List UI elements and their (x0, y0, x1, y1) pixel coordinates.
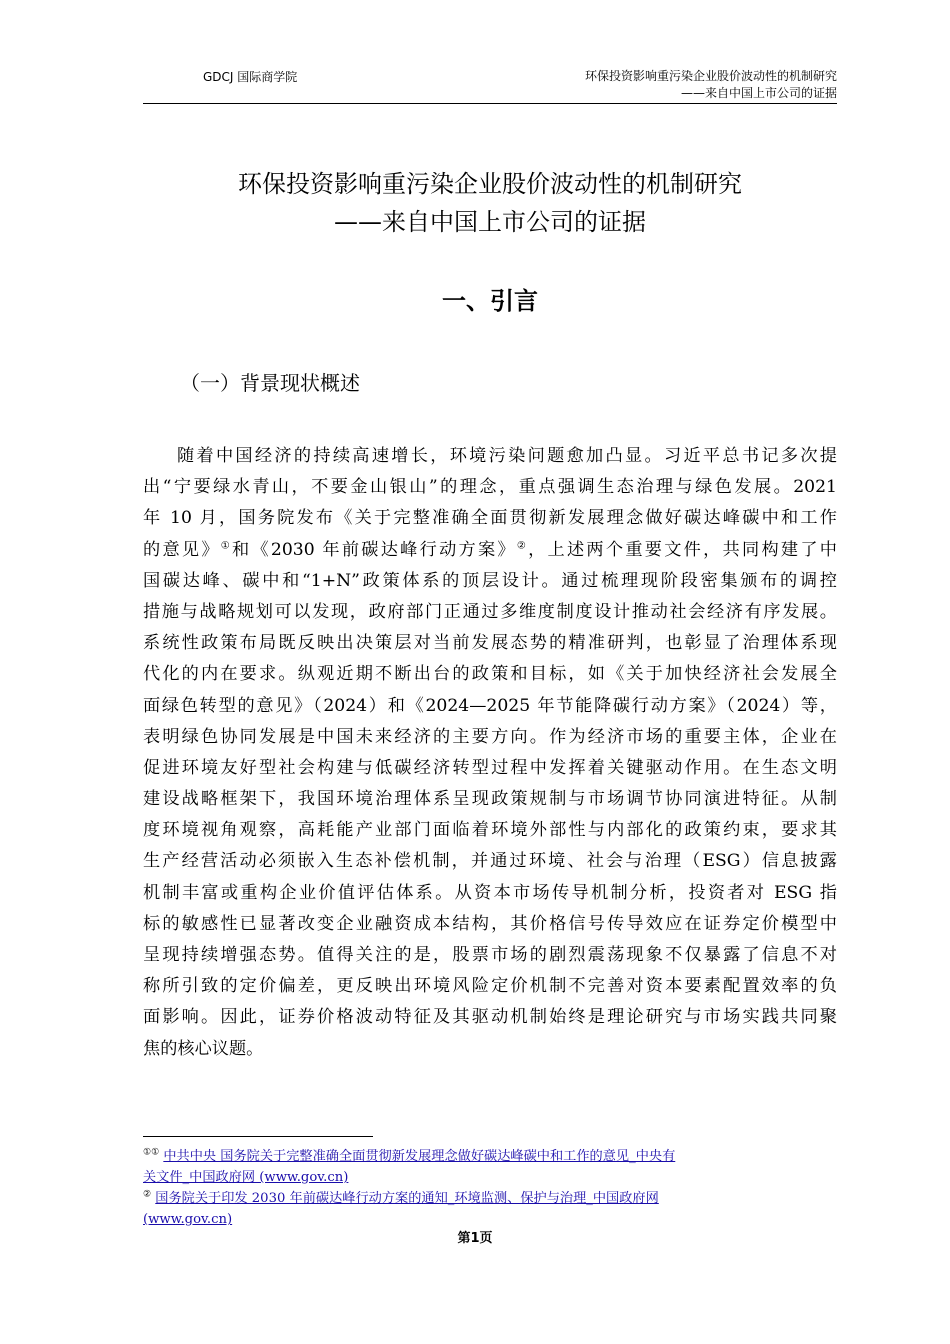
paper-title (143, 165, 837, 241)
paragraph-line: 机制丰富或重构企业价值评估体系。从资本市场传导机制分析，投资者对 ESG 指 (143, 882, 837, 903)
paragraph-line: 焦的核心议题。 (143, 1038, 264, 1059)
paragraph-line: 面影响。因此，证券价格波动特征及其驱动机制始终是理论研究与市场实践共同聚 (143, 1007, 837, 1028)
paragraph-line: 系统性政策布局既反映出决策层对当前发展态势的精准研判，也彰显了治理体系现 (143, 633, 837, 654)
footnote-2-mark: ② (143, 1189, 152, 1200)
paragraph-line: 称所引致的定价偏差，更反映出环境风险定价机制不完善对资本要素配置效率的负 (143, 976, 837, 997)
body-paragraph (143, 441, 837, 1065)
paragraph-text: 的意见》 (143, 539, 221, 560)
header-institution: GDCJ 国际商学院 (203, 70, 298, 84)
paper-title-line1: 环保投资影响重污染企业股价波动性的机制研究 (238, 170, 742, 198)
footnote-1-mark: ①① (143, 1147, 160, 1158)
paragraph-line: 表明绿色协同发展是中国未来经济的主要方向。作为经济市场的重要主体，企业在 (143, 726, 837, 747)
paragraph-line: 标的敏感性已显著改变企业融资成本结构，其价格信号传导效应在证券定价模型中 (143, 913, 837, 934)
header-running-title (585, 68, 837, 102)
paragraph-line: 呈现持续增强态势。值得关注的是，股票市场的剧烈震荡现象不仅暴露了信息不对 (143, 945, 837, 965)
paragraph-line: 促进环境友好型社会构建与低碳经济转型过程中发挥着关键驱动作用。在生态文明 (143, 757, 837, 778)
footnote-2-link[interactable]: 国务院关于印发 2030 年前碳达峰行动方案的通知_环境监测、保护与治理_中国政府网 (155, 1191, 659, 1206)
paragraph-line: 措施与战略规划可以发现，政府部门正通过多维度制度设计推动社会经济有序发展。 (143, 601, 837, 622)
paragraph-line: 代化的内在要求。纵观近期不断出台的政策和目标，如《关于加快经济社会发展全 (143, 664, 837, 685)
footnote-ref-1[interactable]: ① (220, 539, 233, 551)
footnote-ref-2[interactable]: ② (516, 539, 529, 551)
page-number: 第1页 (457, 1231, 493, 1246)
section-heading: 一、引言 (442, 287, 538, 315)
paragraph-line: 出“宁要绿水青山，不要金山银山”的理念，重点强调生态治理与绿色发展。2021 (143, 477, 837, 498)
footnote-1-cont (143, 1167, 837, 1188)
footnote-2 (143, 1188, 837, 1209)
footnote-separator (143, 1136, 373, 1137)
footnotes (143, 1146, 837, 1230)
footnote-2-link-cont[interactable]: (www.gov.cn) (143, 1212, 233, 1227)
footnote-1-link[interactable]: 中共中央 国务院关于完整准确全面贯彻新发展理念做好碳达峰碳中和工作的意见_中央有 (163, 1149, 676, 1164)
header-title-line1: 环保投资影响重污染企业股价波动性的机制研究 (584, 69, 837, 83)
paragraph-line: 面绿色转型的意见》（2024）和《2024—2025 年节能降碳行动方案》（2024）等， (143, 695, 837, 716)
paper-title-line2: ——来自中国上市公司的证据 (334, 208, 646, 236)
subsection-heading: （一）背景现状概述 (180, 371, 360, 395)
paragraph-line: 生产经营活动必须嵌入生态补偿机制，并通过环境、社会与治理（ESG）信息披露 (143, 851, 837, 872)
paragraph-line: 建设战略框架下，我国环境治理体系呈现政策规制与市场调节协同演进特征。从制 (143, 789, 837, 810)
footnote-2-cont (143, 1209, 837, 1230)
paragraph-line: 国碳达峰、碳中和“1+N”政策体系的顶层设计。通过梳理现阶段密集颁布的调控 (143, 570, 837, 591)
footnote-1-link-cont[interactable]: 关文件_中国政府网 (www.gov.cn) (143, 1170, 349, 1185)
header-title-line2: ——来自中国上市公司的证据 (680, 86, 837, 100)
paragraph-text: ，上述两个重要文件，共同构建了中 (528, 539, 837, 560)
paragraph-line: 年 10 月，国务院发布《关于完整准确全面贯彻新发展理念做好碳达峰碳中和工作 (143, 508, 837, 529)
paragraph-line: 度环境视角观察，高耗能产业部门面临着环境外部性与内部化的政策约束，要求其 (143, 820, 837, 841)
paragraph-line-with-footnotes (143, 535, 837, 566)
header-rule (143, 103, 837, 104)
paragraph-text: 和《2030 年前碳达峰行动方案》 (232, 539, 517, 560)
paragraph-line: 随着中国经济的持续高速增长，环境污染问题愈加凸显。习近平总书记多次提 (177, 446, 837, 466)
footnote-1 (143, 1146, 837, 1167)
